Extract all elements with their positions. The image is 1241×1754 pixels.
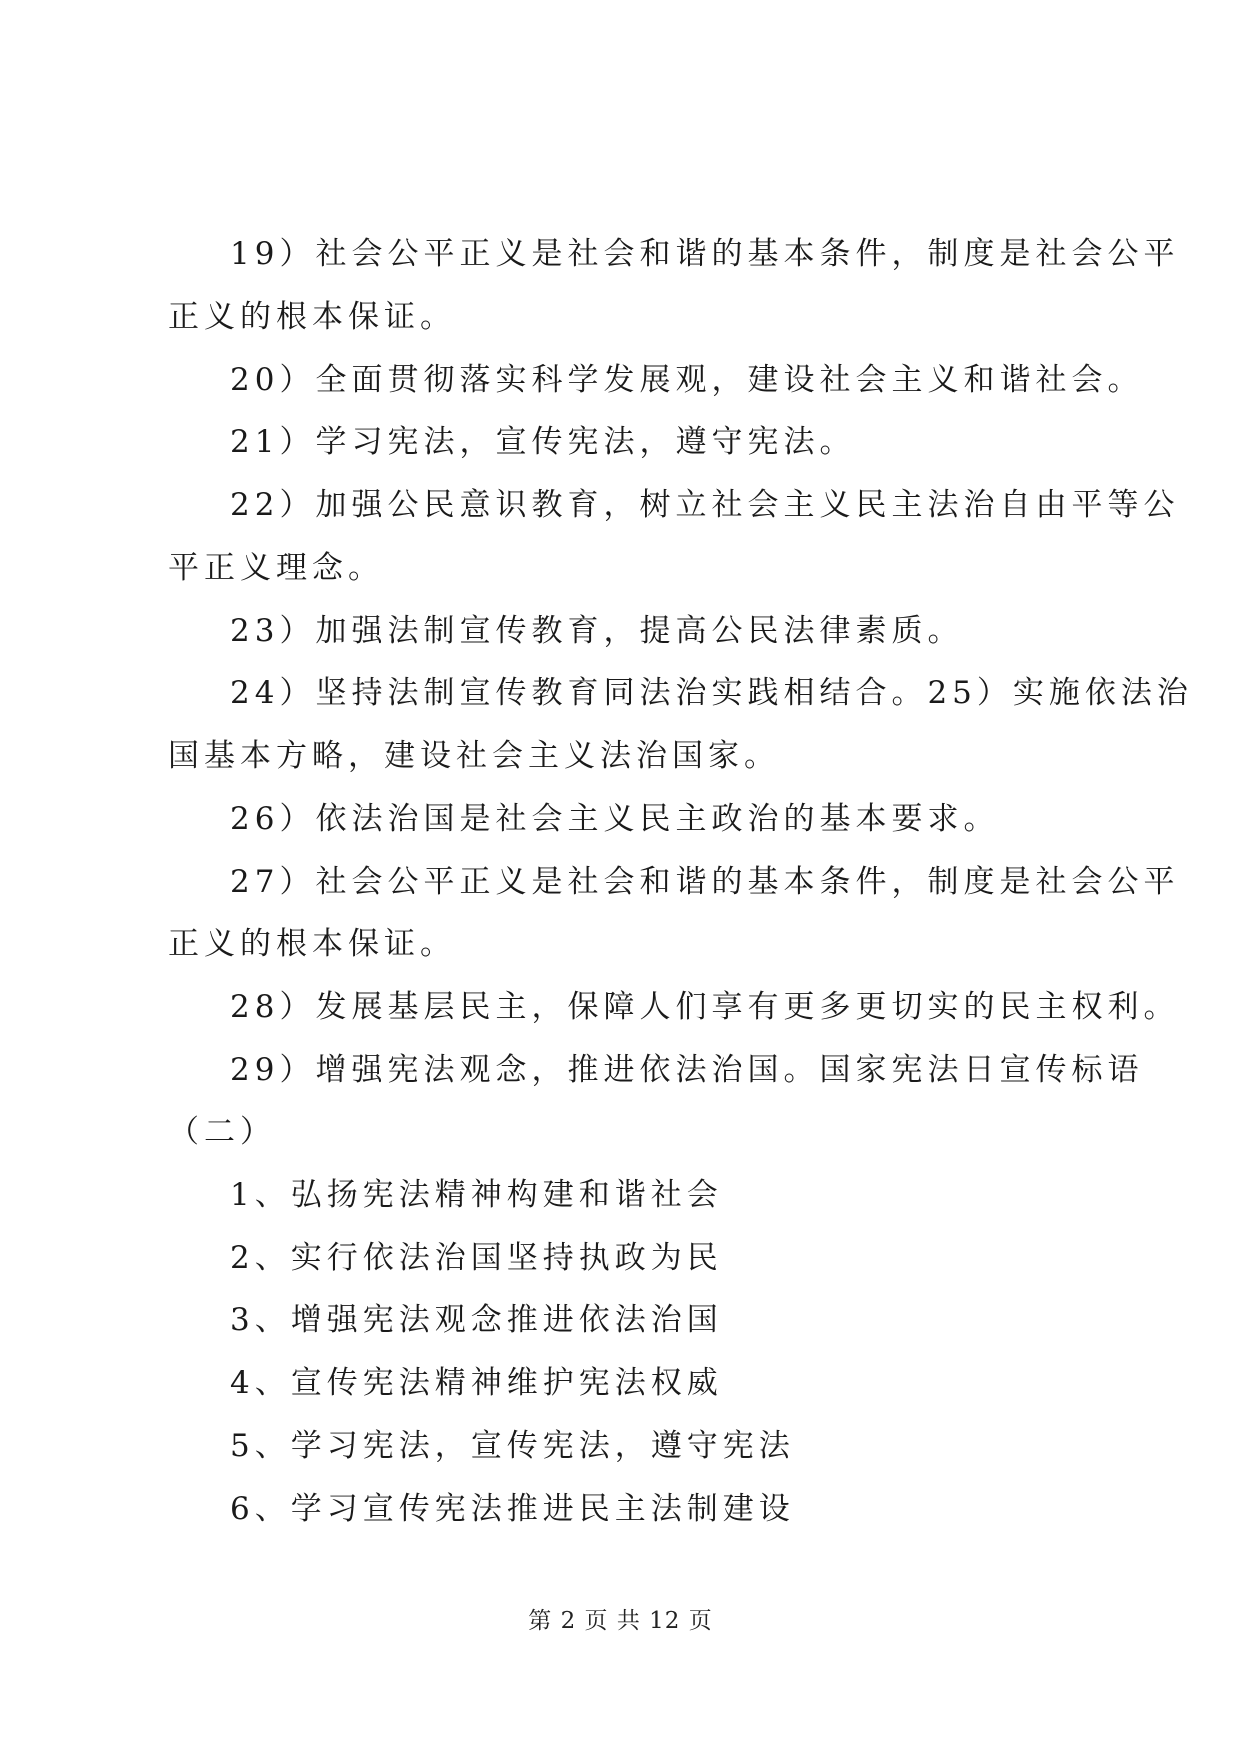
- list-item: 1、弘扬宪法精神构建和谐社会: [230, 1177, 723, 1213]
- text-line: 27）社会公平正义是社会和谐的基本条件，制度是社会公平: [230, 864, 1180, 900]
- list-item: 6、学习宣传宪法推进民主法制建设: [230, 1491, 795, 1527]
- text-line: 23）加强法制宣传教育，提高公民法律素质。: [230, 613, 964, 649]
- text-line: 正义的根本保证。: [168, 299, 456, 335]
- text-line: 平正义理念。: [168, 550, 384, 586]
- text-line: 24）坚持法制宣传教育同法治实践相结合。25）实施依法治: [230, 675, 1193, 711]
- text-line: 20）全面贯彻落实科学发展观，建设社会主义和谐社会。: [230, 362, 1144, 398]
- text-line: 21）学习宪法，宣传宪法，遵守宪法。: [230, 424, 856, 460]
- list-item: 3、增强宪法观念推进依法治国: [230, 1302, 723, 1338]
- text-line: 19）社会公平正义是社会和谐的基本条件，制度是社会公平: [230, 236, 1180, 272]
- list-item: 4、宣传宪法精神维护宪法权威: [230, 1365, 723, 1401]
- text-line: 29）增强宪法观念，推进依法治国。国家宪法日宣传标语: [230, 1052, 1144, 1088]
- section-heading: （二）: [168, 1114, 276, 1150]
- text-line: 正义的根本保证。: [168, 926, 456, 962]
- text-line: 国基本方略，建设社会主义法治国家。: [168, 738, 780, 774]
- text-line: 28）发展基层民主，保障人们享有更多更切实的民主权利。: [230, 989, 1180, 1025]
- text-line: 26）依法治国是社会主义民主政治的基本要求。: [230, 801, 1000, 837]
- list-item: 2、实行依法治国坚持执政为民: [230, 1240, 723, 1276]
- text-line: 22）加强公民意识教育，树立社会主义民主法治自由平等公: [230, 487, 1180, 523]
- page-number-footer: 第 2 页 共 12 页: [528, 1608, 713, 1634]
- list-item: 5、学习宪法，宣传宪法，遵守宪法: [230, 1428, 795, 1464]
